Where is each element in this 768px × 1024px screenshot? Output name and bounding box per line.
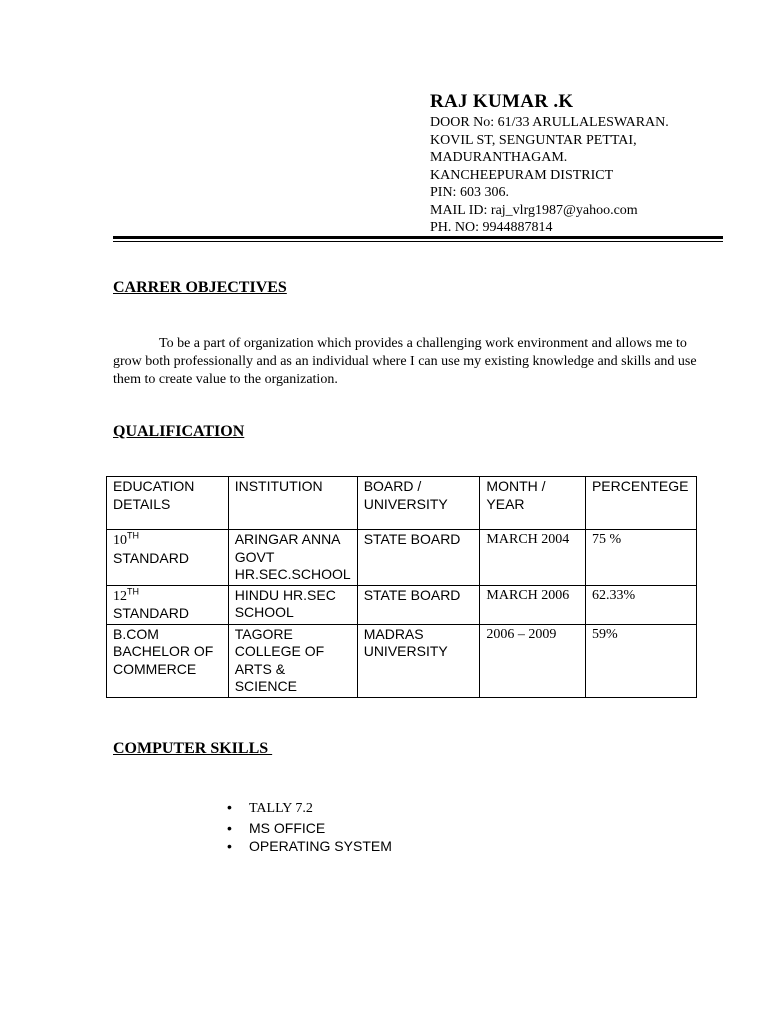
header-divider-thin [113,241,723,242]
address-line: KANCHEEPURAM DISTRICT [430,167,614,183]
column-header: EDUCATION DETAILS [107,477,229,530]
institution-cell: HINDU HR.SEC SCHOOL [228,585,357,624]
percentage-cell: 59% [585,624,696,697]
bullet-icon: • [227,819,232,836]
year-cell: 2006 – 2009 [480,624,586,697]
objectives-heading: CARRER OBJECTIVES [113,279,287,296]
education-detail: STANDARD [113,549,189,566]
institution-cell: TAGORE COLLEGE OF ARTS & SCIENCE [228,624,357,697]
education-detail: STANDARD [113,605,189,621]
board-cell: STATE BOARD [357,530,480,586]
resume-name: RAJ KUMAR .K [430,91,574,112]
address-line: DOOR No: 61/33 ARULLALESWARAN. [430,115,669,130]
bullet-icon: • [227,799,232,815]
percentage-cell: 62.33% [585,585,696,624]
skill-label: TALLY 7.2 [249,801,313,816]
qualification-heading: QUALIFICATION [113,423,245,440]
skill-label: OPERATING SYSTEM [249,838,392,854]
table-row [107,585,697,624]
objectives-text: To be a part of organization which provides a challenging work environment and allows me to grow both professionally and as an individual where I can use my existing knowledge and skills and use them to create value to the organization. [113,336,697,387]
phone-line: PH. NO: 9944887814 [430,220,553,235]
address-line: MADURANTHAGAM. [430,150,568,165]
education-suffix: TH [127,530,139,541]
column-header: PERCENTEGE [585,477,696,530]
list-item [227,837,392,856]
education-cell [107,530,229,586]
table-row [107,530,697,586]
year-cell: MARCH 2004 [480,530,586,586]
skills-list [227,798,392,856]
education-level: B.COM [113,625,159,642]
table-row [107,624,697,697]
bullet-icon: • [227,838,232,854]
education-level: 12 [113,588,127,604]
education-level: 10 [113,533,127,548]
email-line: MAIL ID: raj_vlrg1987@yahoo.com [430,202,638,218]
education-detail: BACHELOR OF COMMERCE [113,643,214,677]
qualification-table [106,476,697,698]
address-pin: PIN: 603 306. [430,185,509,200]
address-line: KOVIL ST, SENGUNTAR PETTAI, [430,132,637,148]
institution-cell: ARINGAR ANNA GOVT HR.SEC.SCHOOL [228,530,357,586]
column-header: MONTH / YEAR [480,477,586,530]
list-item [227,798,392,819]
education-suffix: TH [127,585,139,596]
education-cell [107,585,229,624]
column-header: BOARD / UNIVERSITY [357,477,480,530]
skill-label: MS OFFICE [249,819,326,836]
column-header: INSTITUTION [228,477,357,530]
address-block [430,114,669,237]
education-cell [107,624,229,697]
board-cell: MADRAS UNIVERSITY [357,624,480,697]
list-item [227,819,392,838]
table-header-row [107,477,697,530]
header-divider-thick [113,236,723,239]
year-cell: MARCH 2006 [480,585,586,624]
skills-heading: COMPUTER SKILLS [113,740,273,757]
board-cell: STATE BOARD [357,585,480,624]
percentage-cell: 75 % [585,530,696,586]
